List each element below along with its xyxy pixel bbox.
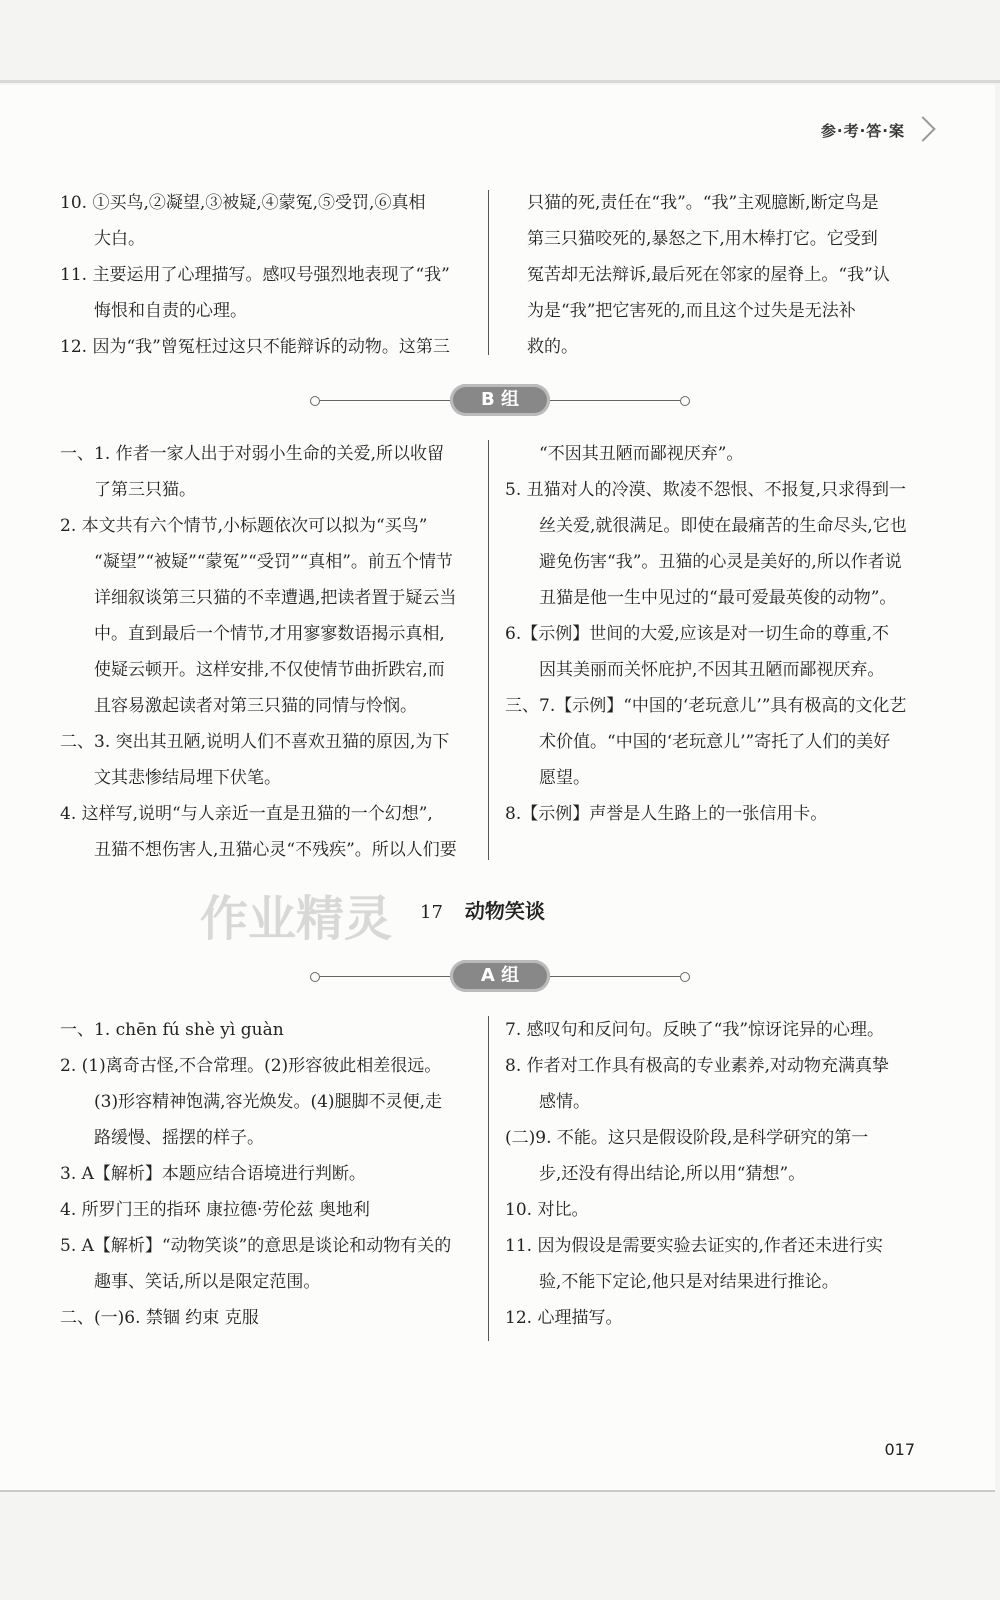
- answer-line: 详细叙谈第三只猫的不幸遭遇,把读者置于疑云当: [94, 588, 457, 608]
- answer-line: 一、1. chēn fú shè yì guàn: [60, 1020, 284, 1040]
- banner-dot: [680, 396, 690, 406]
- answer-line: 了第三只猫。: [94, 480, 196, 500]
- answer-line: 且容易激起读者对第三只猫的同情与怜悯。: [94, 696, 417, 716]
- lesson-title: [420, 895, 545, 924]
- answer-line: 二、3. 突出其丑陋,说明人们不喜欢丑猫的原因,为下: [60, 732, 450, 752]
- answer-line: 趣事、笑话,所以是限定范围。: [94, 1272, 321, 1292]
- answer-line: 三、7.【示例】“中国的‘老玩意儿’”具有极高的文化艺: [505, 696, 907, 716]
- answer-line: 救的。: [527, 337, 578, 357]
- column-divider: [488, 190, 489, 355]
- answer-line: 5. 丑猫对人的冷漠、欺凌不怨恨、不报复,只求得到一: [505, 480, 907, 500]
- column-divider: [488, 440, 489, 860]
- answer-line: 2. 本文共有六个情节,小标题依次可以拟为“买鸟”: [60, 516, 428, 536]
- answer-line: 12. 因为“我”曾冤枉过这只不能辩诉的动物。这第三: [60, 337, 450, 357]
- page-top-edge: [0, 80, 1000, 83]
- page-number: 017: [884, 1440, 915, 1459]
- answer-line: 5. A【解析】“动物笑谈”的意思是谈论和动物有关的: [60, 1236, 452, 1256]
- watermark: 作业精灵: [200, 891, 393, 947]
- answer-line: 为是“我”把它害死的,而且这个过失是无法补: [527, 301, 856, 321]
- top-left-column: [60, 185, 480, 365]
- column-divider: [488, 1016, 489, 1341]
- answer-line: 10. 对比。: [505, 1200, 589, 1220]
- answer-line: 因其美丽而关怀庇护,不因其丑陋而鄙视厌弃。: [539, 660, 885, 680]
- a-left-column: [60, 1012, 480, 1336]
- answer-line: 6.【示例】世间的大爱,应该是对一切生命的尊重,不: [505, 624, 890, 644]
- lesson-name: 动物笑谈: [464, 899, 545, 923]
- answer-line: 中。直到最后一个情节,才用寥寥数语揭示真相,: [94, 624, 445, 644]
- answer-line: 4. 这样写,说明“与人亲近一直是丑猫的一个幻想”,: [60, 804, 433, 824]
- page-header-title: 参·考·答·案: [820, 122, 905, 140]
- answer-line: “凝望”“被疑”“蒙冤”“受罚”“真相”。前五个情节: [94, 552, 453, 572]
- lesson-number: 17: [420, 902, 443, 923]
- answer-line: 丝关爱,就很满足。即使在最痛苦的生命尽头,它也: [539, 516, 907, 536]
- answer-line: 4. 所罗门王的指环 康拉德·劳伦兹 奥地利: [60, 1200, 370, 1220]
- answer-line: 文其悲惨结局埋下伏笔。: [94, 768, 281, 788]
- a-group-label: A 组: [450, 960, 550, 992]
- answer-line: 步,还没有得出结论,所以用“猜想”。: [539, 1164, 806, 1184]
- answer-line: 第三只猫咬死的,暴怒之下,用木棒打它。它受到: [527, 229, 878, 249]
- answer-line: 丑猫是他一生中见过的“最可爱最英俊的动物”。: [539, 588, 897, 608]
- answer-line: 10. ①买鸟,②凝望,③被疑,④蒙冤,⑤受罚,⑥真相: [60, 193, 426, 213]
- answer-line: 丑猫不想伤害人,丑猫心灵“不残疾”。所以人们要: [94, 840, 457, 860]
- answer-line: 8. 作者对工作具有极高的专业素养,对动物充满真挚: [505, 1056, 890, 1076]
- b-right-column: [505, 436, 925, 832]
- answer-line: 愿望。: [539, 768, 590, 788]
- answer-line: 大白。: [94, 229, 145, 249]
- answer-line: 3. A【解析】本题应结合语境进行判断。: [60, 1164, 366, 1184]
- answer-line: 12. 心理描写。: [505, 1308, 623, 1328]
- answer-line: 感情。: [539, 1092, 590, 1112]
- b-group-banner: [310, 382, 690, 418]
- answer-line: (二)9. 不能。这只是假设阶段,是科学研究的第一: [505, 1128, 869, 1148]
- answer-line: “不因其丑陋而鄙视厌弃”。: [539, 444, 744, 464]
- answer-line: 悔恨和自责的心理。: [94, 301, 247, 321]
- answer-line: 避免伤害“我”。丑猫的心灵是美好的,所以作者说: [539, 552, 902, 572]
- banner-line: [550, 400, 680, 401]
- b-group-label: B 组: [450, 384, 550, 416]
- answer-line: 使疑云顿开。这样安排,不仅使情节曲折跌宕,而: [94, 660, 445, 680]
- a-right-column: [505, 1012, 925, 1336]
- b-left-column: [60, 436, 480, 868]
- banner-dot: [310, 972, 320, 982]
- answer-line: (3)形容精神饱满,容光焕发。(4)腿脚不灵便,走: [94, 1092, 442, 1112]
- banner-line: [320, 400, 450, 401]
- answer-line: 只猫的死,责任在“我”。“我”主观臆断,断定鸟是: [527, 193, 879, 213]
- answer-line: 二、(一)6. 禁锢 约束 克服: [60, 1308, 259, 1328]
- banner-line: [550, 976, 680, 977]
- answer-line: 验,不能下定论,他只是对结果进行推论。: [539, 1272, 839, 1292]
- answer-line: 2. (1)离奇古怪,不合常理。(2)形容彼此相差很远。: [60, 1056, 442, 1076]
- answer-line: 11. 主要运用了心理描写。感叹号强烈地表现了“我”: [60, 265, 450, 285]
- answer-line: 术价值。“中国的‘老玩意儿’”寄托了人们的美好: [539, 732, 891, 752]
- answer-line: 7. 感叹句和反问句。反映了“我”惊讶诧异的心理。: [505, 1020, 885, 1040]
- banner-dot: [310, 396, 320, 406]
- answer-line: 路缓慢、摇摆的样子。: [94, 1128, 264, 1148]
- answer-line: 一、1. 作者一家人出于对弱小生命的关爱,所以收留: [60, 444, 445, 464]
- top-right-column: [527, 185, 927, 365]
- banner-line: [320, 976, 450, 977]
- banner-dot: [680, 972, 690, 982]
- answer-line: 8.【示例】声誉是人生路上的一张信用卡。: [505, 804, 828, 824]
- answer-line: 冤苦却无法辩诉,最后死在邻家的屋脊上。“我”认: [527, 265, 890, 285]
- answer-line: 11. 因为假设是需要实验去证实的,作者还未进行实: [505, 1236, 883, 1256]
- a-group-banner: [310, 958, 690, 994]
